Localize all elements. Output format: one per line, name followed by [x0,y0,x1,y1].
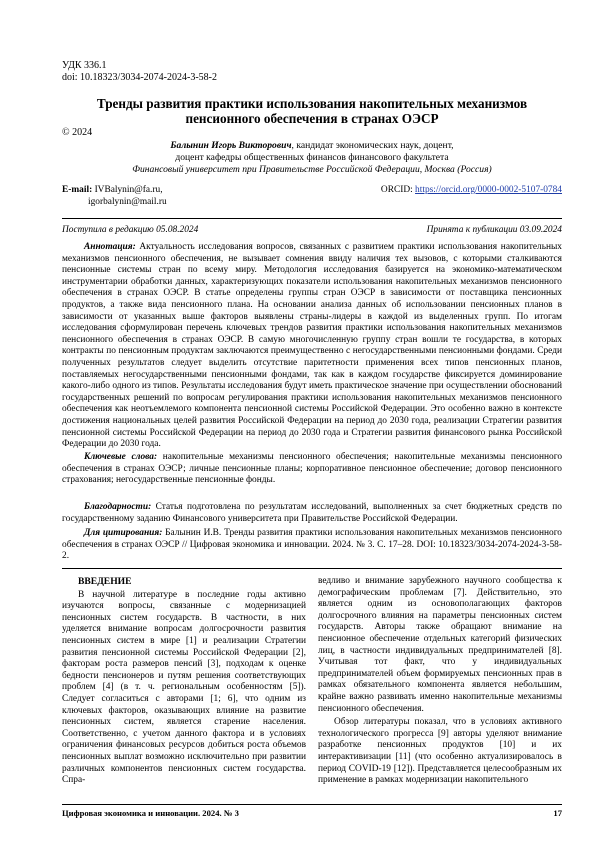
divider-top [62,218,562,219]
author-position: доцент кафедры общественных финансов финансового факультета [175,152,449,163]
divider-abstract [62,568,562,569]
author-organization: Финансовый университет при Правительстве Российской Федерации, Москва (Россия) [132,164,492,175]
page-footer [62,804,562,818]
abstract [62,242,562,451]
body-column-left [62,576,306,787]
abstract-label: Аннотация: [84,242,136,252]
udk-code: УДК 336.1 [62,60,107,71]
email-primary[interactable]: IVBalynin@fa.ru, [94,185,163,195]
keywords-text: накопительные механизмы пенсионного обеспечения; накопительные механизмы пенсионного обеспечения в странах ОЭСР; личные пенсионные планы; корпоративное пенсионное обеспечение; договор пенсионного страхования; негосударственные пенсионные фонды. [62,452,563,486]
orcid-label: ORCID: [380,185,413,195]
citation [62,528,562,563]
copyright: © 2024 [62,127,93,138]
author-name: Балынин Игорь Викторович [170,140,292,151]
email-secondary[interactable]: igorbalynin@mail.ru [88,197,167,207]
accepted-date: Принята к публикации 03.09.2024 [426,225,562,235]
acknowledgments-label: Благодарности: [84,502,152,512]
received-date: Поступила в редакцию 05.08.2024 [62,225,199,235]
citation-text: Балынин И.В. Тренды развития практики использования накопительных механизмов пенсионного обеспечения в странах ОЭСР // Цифровая экономика и инновации. 2024. № 3. С. 17–28. DOI: 10.18323/3034-2074-2024-3-58-2. [62,528,562,562]
author-block [62,140,562,164]
acknowledgments-text: Статья подготовлена по результатам исследований, выполненных за счет бюджетных средств по государственному заданию Финансового университета при Правительстве Российской Федерации. [62,502,562,524]
article-page [62,0,562,848]
dates-row [62,224,562,236]
body-paragraph: ведливо и внимание зарубежного научного сообщества к демографическим проблемам [7]. Действительно, это является одним из основополагающих факторов долгосрочного влияния на параметры пенсионных систем государств. Авторы также обращают внимание на пенсионное обеспечение отдельных категорий физических лиц, в частности индивидуальных предпринимателей [8]. Учитывая тот факт, что у индивидуальных предпринимателей объем формируемых пенсионных прав в рамках обязательного компонента является небольшим, крайне важно развивать именно накопительные механизмы пенсионного обеспечения. [318,576,562,714]
keywords-label: Ключевые слова: [84,452,158,462]
doi-line: doi: 10.18323/3034-2074-2024-3-58-2 [62,72,217,83]
email-line [62,184,163,196]
orcid-line [381,184,562,196]
journal-name: Цифровая экономика и инновации. 2024. № 3 [62,808,239,818]
section-heading: ВВЕДЕНИЕ [78,576,132,587]
body-column-right [318,576,562,787]
article-title: Тренды развития практики использования накопительных механизмов пенсионного обеспечения в странах ОЭСР [96,96,528,126]
orcid-link[interactable]: https://orcid.org/0000-0002-5107-0784 [415,185,562,195]
keywords [62,452,562,487]
citation-label: Для цитирования: [84,528,163,538]
author-details: , кандидат экономических наук, доцент, [291,140,454,151]
acknowledgments [62,502,562,525]
body-paragraph: В научной литературе в последние годы активно изучаются вопросы, связанные с модернизацией пенсионных систем государств. В частности, в них уделяется внимание вопросам долгосрочности развития пенсионных систем в мире [1] и реализации Стратегии развития пенсионной системы Российской Федерации [2], факторам роста размеров пенсий [3], подходам к оценке бедности пенсионеров и путям решения соответствующих проблем [4] (в т. ч. региональным особенностям [5]). Следует согласиться с авторами [1; 6], что одним из ключевых факторов, оказывающих влияние на развитие пенсионных систем, является старение населения. Соответственно, с учетом данного фактора и в условиях ограничения финансовых ресурсов добиться роста объемов пенсионных выплат возможно исключительно при развитии различных компонентов пенсионных систем государства. Спра- [62,589,306,786]
page-number: 17 [553,808,562,818]
email-label: E-mail: [62,185,93,195]
body-paragraph: Обзор литературы показал, что в условиях активного технологического прогресса [9] авторы уделяют внимание разработке пенсионных продуктов [10] и их интерактивизации [11] (что особенно актуализировалось в период COVID-19 [12]). Представляется целесообразным их применение в рамках модернизации накопительного [318,717,562,786]
abstract-text: Актуальность исследования вопросов, связанных с развитием практики использования накопительных механизмов пенсионного обеспечения, не вызывает сомнения ввиду наличия тех вызовов, с которыми сталкиваются пенсионные системы стран по всему миру. Методология исследования базируется на экономико-математическом инструментарии обработки данных, характеризующих показатели использования накопительных механизмов пенсионного обеспечения в странах ОЭСР. В статье определены группы стран ОЭСР в зависимости от поставщика пенсионных продуктов, а также вида пенсионного плана. На основании анализа данных об использовании пенсионных планов в зависимости от указанных выше факторов выявлены страны-лидеры в каждой из выделенных групп. По итогам исследования сформулирован перечень ключевых трендов развития практики использования накопительных механизмов пенсионного обеспечения в странах ОЭСР. В самую многочисленную группу стран вошли те государства, в которых контракты по пенсионным продуктам заключаются преимущественно с негосударственными пенсионными фондами. Среди полученных результатов следует выделить отсутствие паритетности применения всех типов пенсионных планов, поставляемых негосударственными пенсионными фондами, так как в каждом государстве фиксируется доминирование какого-либо одного из типов. Результаты исследования будут иметь практическое значение при осуществлении обоснований государственных решений по вопросам регулирования практики использования накопительных механизмов пенсионного обеспечения как неотъемлемого компонента пенсионной системы Российской Федерации. Это особенно важно в контексте достижения национальных целей развития Российской Федерации на период до 2030 года, реализации Стратегии развития пенсионной системы Российской Федерации на период до 2030 года и Стратегии развития финансового рынка Российской Федерации до 2030 года. [62,242,562,450]
